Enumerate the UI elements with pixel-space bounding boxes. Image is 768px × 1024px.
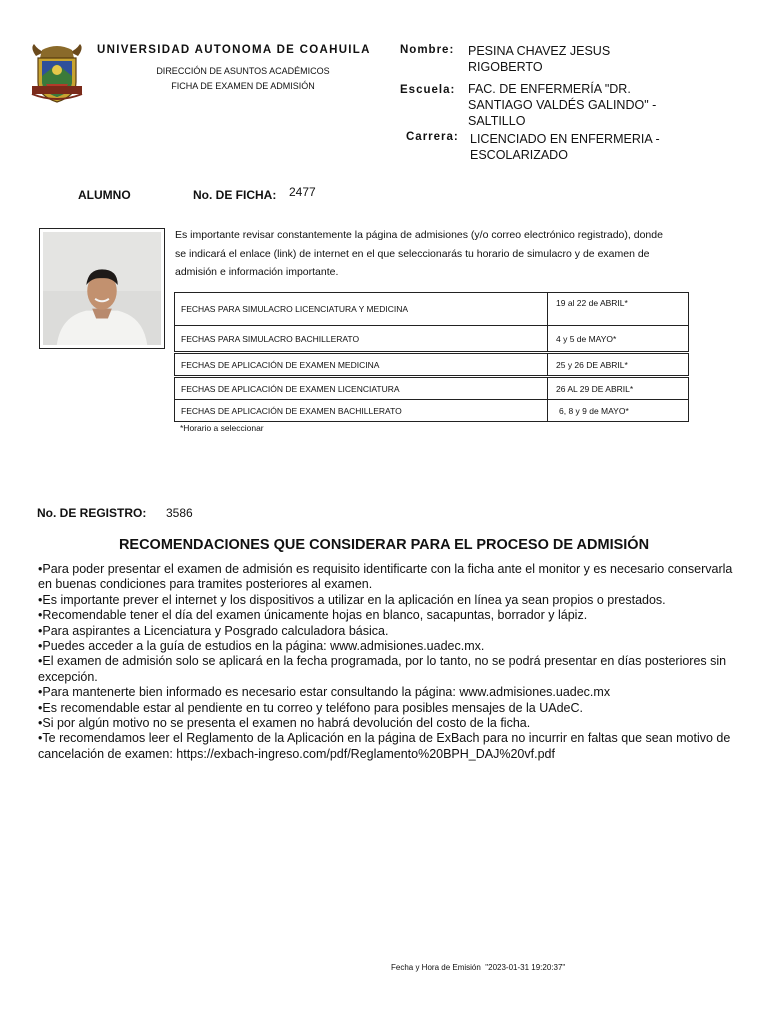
dates-note: *Horario a seleccionar bbox=[180, 423, 264, 433]
emission-value: "2023-01-31 19:20:37" bbox=[485, 963, 566, 972]
ficha-label: No. DE FICHA: bbox=[193, 188, 277, 202]
date-row-label: FECHAS PARA SIMULACRO LICENCIATURA Y MEDICINA bbox=[175, 293, 548, 325]
date-row-label: FECHAS PARA SIMULACRO BACHILLERATO bbox=[175, 326, 548, 351]
emission-timestamp bbox=[391, 963, 565, 972]
registro-value: 3586 bbox=[166, 506, 193, 520]
date-row-examen-bach bbox=[174, 399, 689, 422]
list-item: • Para aspirantes a Licenciatura y Posgrado calculadora básica. bbox=[38, 624, 738, 639]
alumno-label: ALUMNO bbox=[78, 188, 131, 202]
nombre-value: PESINA CHAVEZ JESUS RIGOBERTO bbox=[468, 44, 611, 74]
university-crest-icon bbox=[28, 42, 86, 106]
date-row-label: FECHAS DE APLICACIÓN DE EXAMEN LICENCIATURA bbox=[175, 378, 548, 399]
student-photo bbox=[39, 228, 165, 349]
date-row-examen-lic bbox=[174, 377, 689, 400]
carrera-value: LICENCIADO EN ENFERMERIA - ESCOLARIZADO bbox=[470, 132, 660, 162]
date-row-examen-med bbox=[174, 353, 689, 376]
nombre-label: Nombre: bbox=[400, 44, 455, 56]
ficha-value: 2477 bbox=[289, 185, 316, 199]
date-row-simulacro-bach bbox=[174, 325, 689, 352]
department-name: DIRECCIÓN DE ASUNTOS ACADÉMICOS bbox=[156, 66, 330, 76]
recommendations-list bbox=[38, 562, 738, 762]
list-item: • Es recomendable estar al pendiente en tu correo y teléfono para posibles mensajes de la UAdeC. bbox=[38, 701, 738, 716]
list-item: • Te recomendamos leer el Reglamento de la Aplicación en la página de ExBach para no incurrir en faltas que sean motivo de cancelación de examen: https://exbach-ingreso.com/pdf/Reglamento%20BPH_DAJ%20vf.pdf bbox=[38, 731, 738, 762]
notice-text: Es importante revisar constantemente la página de admisiones (y/o correo electrónico registrado), donde se indicará el enlace (link) de internet en el que seleccionarás tu horario de simulacro y de examen de admisión e información importante. bbox=[175, 229, 663, 278]
date-row-value: 26 AL 29 DE ABRIL* bbox=[556, 383, 634, 394]
date-row-value: 4 y 5 de MAYO* bbox=[556, 333, 617, 344]
date-row-value: 19 al 22 de ABRIL* bbox=[556, 298, 628, 308]
escuela-value: FAC. DE ENFERMERÍA "DR. SANTIAGO VALDÉS GALINDO" - SALTILLO bbox=[468, 82, 657, 128]
list-item: • Es importante prever el internet y los dispositivos a utilizar en la aplicación en línea ya sean propios o prestados. bbox=[38, 593, 738, 608]
recommendations-title: RECOMENDACIONES QUE CONSIDERAR PARA EL PROCESO DE ADMISIÓN bbox=[118, 537, 650, 553]
list-item: • El examen de admisión solo se aplicará en la fecha programada, por lo tanto, no se podrá presentar en días posteriores sin excepción. bbox=[38, 654, 738, 685]
document-type: FICHA DE EXAMEN DE ADMISIÓN bbox=[171, 81, 315, 91]
date-row-simulacro-lic bbox=[174, 292, 689, 326]
university-name: UNIVERSIDAD AUTONOMA DE COAHUILA bbox=[97, 44, 371, 56]
date-row-label: FECHAS DE APLICACIÓN DE EXAMEN MEDICINA bbox=[175, 354, 548, 375]
list-item: • Recomendable tener el día del examen únicamente hojas en blanco, sacapuntas, borrador y lápiz. bbox=[38, 608, 738, 623]
emission-label: Fecha y Hora de Emisión bbox=[391, 963, 481, 972]
date-row-label: FECHAS DE APLICACIÓN DE EXAMEN BACHILLERATO bbox=[175, 400, 548, 421]
list-item: • Si por algún motivo no se presenta el examen no habrá devolución del costo de la ficha. bbox=[38, 716, 738, 731]
list-item: • Para mantenerte bien informado es necesario estar consultando la página: www.admisiones.uadec.mx bbox=[38, 685, 738, 700]
list-item: • Puedes acceder a la guía de estudios en la página: www.admisiones.uadec.mx. bbox=[38, 639, 738, 654]
carrera-label: Carrera: bbox=[406, 131, 459, 143]
list-item: • Para poder presentar el examen de admisión es requisito identificarte con la ficha ante el monitor y es necesario conservarla en buenas condiciones para tramites posteriores al examen. bbox=[38, 562, 738, 593]
date-row-value: 6, 8 y 9 de MAYO* bbox=[559, 405, 629, 416]
registro-label: No. DE REGISTRO: bbox=[37, 506, 147, 520]
escuela-label: Escuela: bbox=[400, 84, 456, 96]
date-row-value: 25 y 26 DE ABRIL* bbox=[556, 359, 628, 370]
